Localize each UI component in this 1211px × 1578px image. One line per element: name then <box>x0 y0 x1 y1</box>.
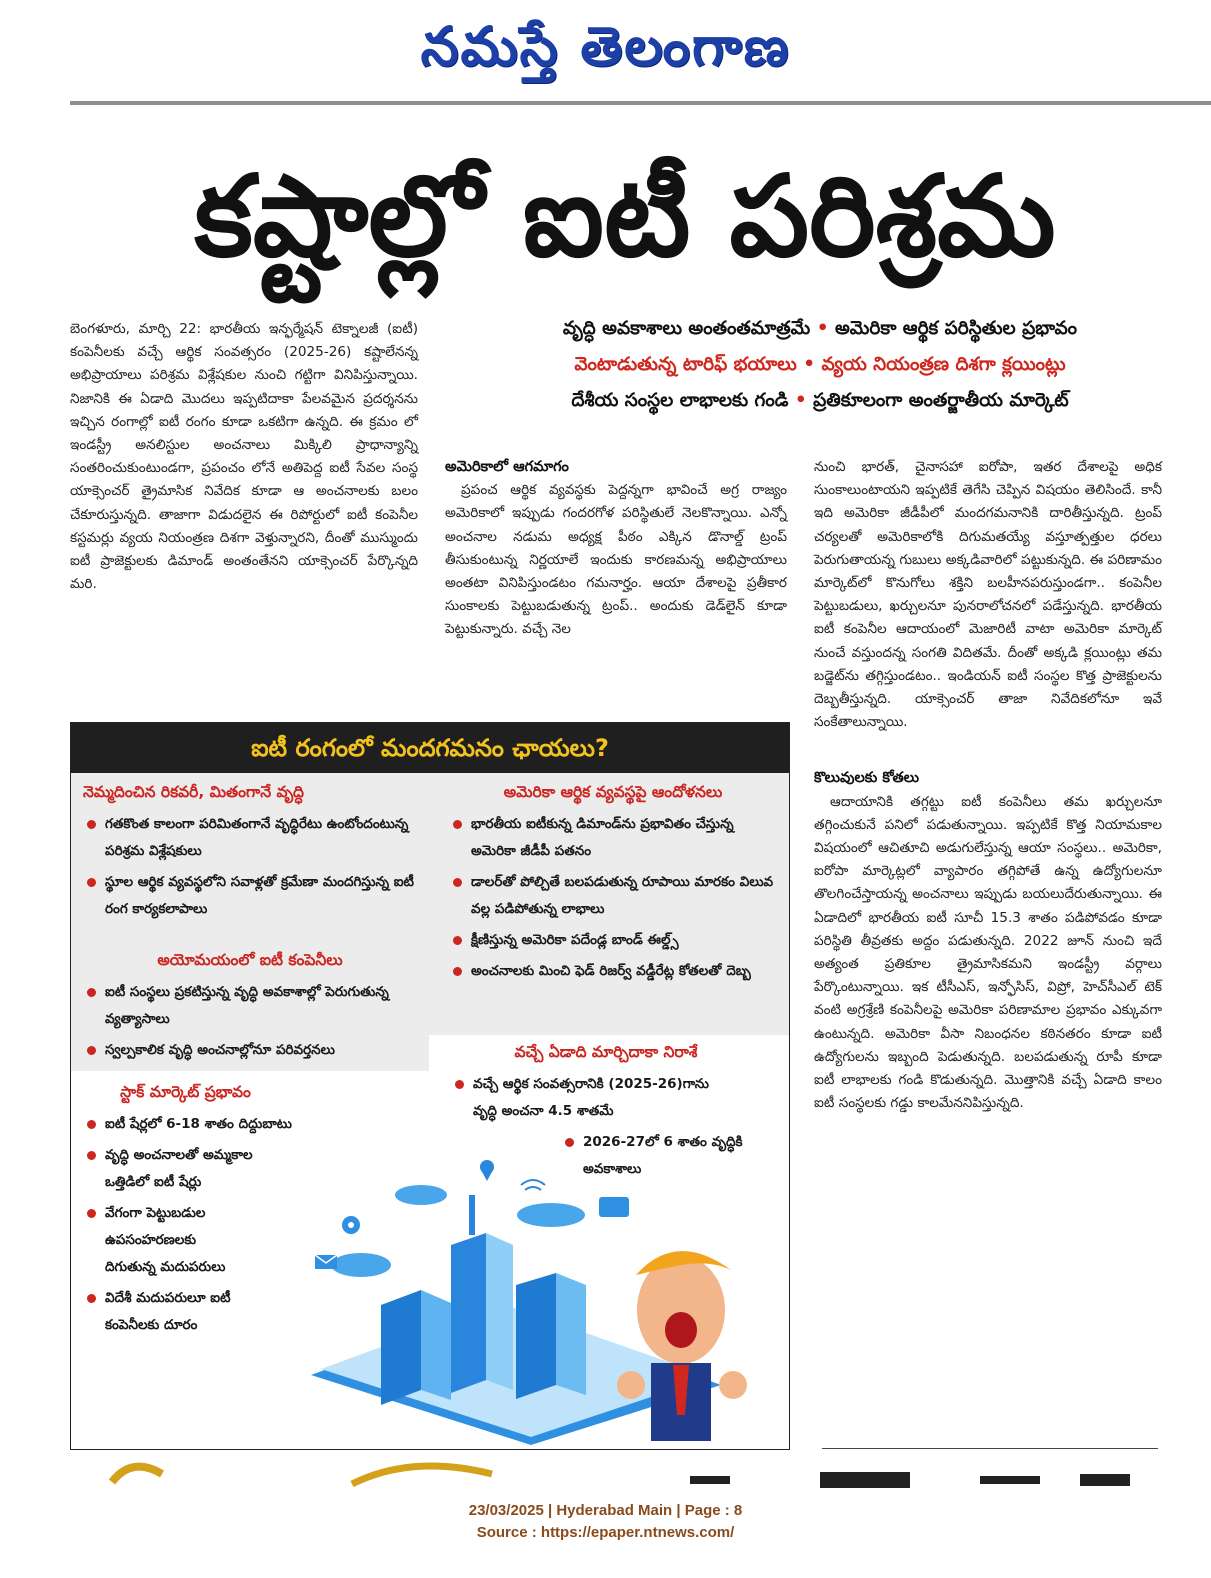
footer-source-link[interactable]: Source : https://epaper.ntnews.com/ <box>476 1524 735 1541</box>
bullet-item: గతకొంత కాలంగా పరిమితంగానే వృద్ధిరేటు ఉంటోందంటున్న పరిశ్రమ విశ్లేషకులు <box>83 811 417 865</box>
col3-paragraph-1: నుంచి భారత్, చైనాసహా ఐరోపా, ఇతర దేశాలపై అధిక సుంకాలుంటాయని ఇప్పటికే తెగేసి చెప్పిన విషయం తెలిసిందే. కానీ ఇది అమెరికా జీడీపీలో మందగమనానికి దారితీస్తున్నది. ట్రంప్ చర్యలతో అమెరికాలోకి దిగుమతయ్యే వస్తూత్పత్తుల ధరలు పెరుగుతాయన్న గుబులు అక్కడివారిలో పట్టుకున్నది. ఈ పరిణామం మార్కెట్‌లో కొనుగోలు శక్తిని బలహీనపరుస్తుండగా.. కంపెనీల పెట్టుబడులు, ఖర్చులనూ పునరాలోచనలో పడేస్తున్నది. భారతీయ ఐటీ కంపెనీల ఆదాయంలో మెజారిటీ వాటా అమెరికా మార్కెట్ నుంచే వస్తుందన్న సంగతి విదితమే. దీంతో అక్కడి క్లయింట్లు తమ బడ్జెట్‌ను తగ్గిస్తుండటం.. ఇండియన్ ఐటీ సంస్థల కొత్త ప్రాజెక్టులను దెబ్బతీస్తున్నది. యాక్సెంచర్ తాజా నివేదికలోనూ ఇవే సంకేతాలున్నాయి. <box>814 459 1162 731</box>
gear-icon <box>342 1216 360 1234</box>
city-phone-illustration <box>301 1155 761 1445</box>
column-end-rule <box>822 1448 1158 1449</box>
bullet-separator: • <box>803 354 816 375</box>
infographic-box <box>70 722 790 1450</box>
section-heading: కొలువులకు కోతలు <box>814 770 920 787</box>
bullet-item: 2026-27లో 6 శాతం వృద్ధికి అవకాశాలు <box>561 1129 773 1183</box>
col3-paragraph-2: ఆదాయానికి తగ్గట్టు ఐటీ కంపెనీలు తమ ఖర్చులనూ తగ్గించుకునే పనిలో పడుతున్నాయి. ఇప్పటికే కొత్త నియామకాల విషయంలో ఆచితూచి అడుగులేస్తున్న ఆయా సంస్థలు.. అమెరికా, ఐరోపా మార్కెట్లలో వ్యాపారం తగ్గిపోతే ఉన్న ఉద్యోగులనూ తొలగించేస్తాయన్న అంచనాలు ఇప్పుడు బయలుదేరుతున్నాయి. ఈ ఏడాదిలో భారతీయ ఐటీ సూచీ 15.3 శాతం పడిపోవడం కూడా పరిస్థితి తీవ్రతకు అద్దం పడుతున్నది. 2022 జూన్ నుంచి ఇదే అత్యంత ప్రతికూల త్రైమాసికమని ఇండస్ట్రీ వర్గాలు పేర్కొంటున్నాయి. ఇక టీసీఎస్, ఇన్ఫోసిస్, విప్రో, హెచ్‌సీఎల్ టెక్ వంటి అగ్రశ్రేణి కంపెనీలపై అమెరికా పరిణామాల ప్రభావం ఎక్కువగా ఉంటున్నది. అమెరికా వీసా నిబంధనల కఠినతరం కూడా ఐటీ ఉద్యోగులను ఇబ్బంది పెడుతున్నది. బలపడుతున్న రూపీ కూడా ఐటీ లాభాలకు గండి కొడుతున్నది. మొత్తానికి వచ్చే ఏడాది కాలం ఐటీ సంస్థలకు గడ్డు కాలమేననిపిస్తున్నది. <box>814 793 1162 1112</box>
subheadline-item: వ్యయ నియంత్రణ దిశగా క్లయింట్లు <box>821 354 1066 375</box>
bullet-separator: • <box>794 390 807 411</box>
subheadline-item: వెంటాడుతున్న టారిఫ్ భయాలు <box>574 354 797 375</box>
panel-heading: నెమ్మదించిన రికవరీ, మితంగానే వృద్ధి <box>83 783 304 801</box>
article-column-3 <box>814 456 1162 1115</box>
bullet-item: స్థూల ఆర్థిక వ్యవస్థలోని సవాళ్లతో క్రమేణా మందగిస్తున్న ఐటీ రంగ కార్యకలాపాలు <box>83 869 417 923</box>
bullet-item: స్వల్పకాలిక వృద్ధి అంచనాల్లోనూ పరివర్తనలు <box>83 1037 417 1064</box>
panel-heading: వచ్చే ఏడాది మార్చిదాకా నిరాశే <box>514 1043 698 1061</box>
bullet-item: వేగంగా పెట్టుబడుల ఉపసంహరణలకు దిగుతున్న మదుపరులు <box>83 1200 235 1281</box>
subheadline-item: దేశీయ సంస్థల లాభాలకు గండి <box>571 390 789 411</box>
bullet-item: అంచనాలకు మించి ఫెడ్ రిజర్వ్ వడ్డీరేట్ల కోతలతో దెబ్బ <box>449 958 777 985</box>
subheadline-item: అమెరికా ఆర్థిక పరిస్థితుల ప్రభావం <box>834 318 1078 339</box>
panel-stock-market <box>71 1079 296 1439</box>
location-pin-icon <box>480 1160 494 1181</box>
advert-strip-graphic <box>92 1454 612 1488</box>
section-gap <box>814 734 1162 767</box>
panel-heading: అమెరికా ఆర్థిక వ్యవస్థపై ఆందోళనలు <box>503 783 723 801</box>
subheadline-row-2 <box>440 347 1200 383</box>
subheadline-item: వృద్ధి అవకాశాలు అంతంతమాత్రమే <box>562 318 811 339</box>
bullet-item: క్షీణిస్తున్న అమెరికా పదేండ్ల బాండ్ ఈల్డ్స్ <box>449 927 777 954</box>
masthead-logo: నమస్తే తెలంగాణ <box>420 14 791 78</box>
subheadline-strip <box>440 311 1200 419</box>
panel-heading: అయోమయంలో ఐటీ కంపెనీలు <box>157 951 343 969</box>
mail-icon <box>315 1255 337 1269</box>
panel-slow-recovery <box>71 773 429 941</box>
page-footer <box>0 1500 1211 1544</box>
panel-heading: స్టాక్ మార్కెట్ ప్రభావం <box>120 1083 251 1101</box>
masthead-rule <box>70 101 1211 105</box>
bullet-item: ఐటీ షేర్లలో 6-18 శాతం దిద్దుబాటు <box>83 1111 405 1138</box>
infographic-title: ఐటీ రంగంలో మందగమనం ఛాయలు? <box>71 723 789 773</box>
page-headline: కష్టాల్లో ఐటీ పరిశ్రమ <box>194 152 1056 282</box>
col2-paragraph: ప్రపంచ ఆర్థిక వ్యవస్థకు పెద్దన్నగా భావించే అగ్ర రాజ్యం అమెరికాలో ఇప్పుడు గందరగోళ పరిస్థితులే నెలకొన్నాయి. ఎన్నో అంచనాల నడుమ అధ్యక్ష పీఠం ఎక్కిన డొనాల్డ్ ట్రంప్ తీసుకుంటున్న నిర్ణయాలే ఇందుకు కారణమన్న అభిప్రాయాలు అంతటా వినిపిస్తుండటం గమనార్హం. ఆయా దేశాలపై ప్రతీకార సుంకాలకు పెట్టుబడుతున్న ట్రంప్.. అందుకు డెడ్‌లైన్ కూడా పెట్టుకున్నారు. వచ్చే నెల <box>445 482 787 638</box>
trump-caricature <box>617 1251 747 1441</box>
panel-us-economy <box>429 773 789 1035</box>
bullet-item: భారతీయ ఐటీకున్న డిమాండ్‌ను ప్రభావితం చేస్తున్న అమెరికా జీడీపీ పతనం <box>449 811 777 865</box>
section-heading: అమెరికాలో ఆగమాగం <box>445 459 569 475</box>
bullet-item: వృద్ధి అంచనాలతో అమ్మకాల ఒత్తిడిలో ఐటీ షేర్లు <box>83 1142 288 1196</box>
subheadline-row-1 <box>440 311 1200 347</box>
wifi-icon <box>521 1180 545 1190</box>
article-column-2 <box>445 456 787 642</box>
chat-bubble-icon <box>599 1197 629 1217</box>
panel-confusion <box>71 941 429 1071</box>
bullet-separator: • <box>816 318 829 339</box>
article-column-1 <box>70 318 418 596</box>
col1-paragraph: బెంగళూరు, మార్చి 22: భారతీయ ఇన్ఫర్మేషన్ టెక్నాలజీ (ఐటీ) కంపెనీలకు వచ్చే ఆర్థిక సంవత్సరం (2025-26) కష్టాలేనన్న అభిప్రాయాలు పరిశ్రమ విశ్లేషకుల నుంచి గట్టిగా వినిపిస్తున్నాయి. నిజానికి ఈ ఏడాది మొదలు ఇప్పటిదాకా పేలవమైన ప్రదర్శనను ఇచ్చిన రంగాల్లో ఐటీ రంగం కూడా ఒకటిగా ఉన్నది. ఈ క్రమం లో ఇండస్ట్రీ అనలిస్టుల అంచనాలు మిక్కిలి ప్రాధాన్యాన్ని సంతరించుకుంటుండగా, ప్రపంచం లోనే అతిపెద్ద ఐటీ సేవల సంస్థ యాక్సెంచర్ త్రైమాసిక నివేదిక కూడా ఆ అంచనాలకు బలం చేకూరుస్తున్నది. తాజాగా విడుదలైన ఈ రిపోర్టులో ఐటీ కంపెనీల కస్టమర్లు వ్యయ నియంత్రణ దిశగా వెళ్తున్నారని, దీంతో ముస్ముందు ఐటీ ప్రాజెక్టులకు డిమాండ్ అంతంతేనని యాక్సెంచర్ పేర్కొన్నది మరి. <box>70 321 418 593</box>
subheadline-row-3 <box>440 383 1200 419</box>
next-article-fragment <box>680 1470 1150 1490</box>
bullet-item: వచ్చే ఆర్థిక సంవత్సరానికి (2025-26)గాను వృద్ధి అంచనా 4.5 శాతమే <box>451 1071 723 1125</box>
footer-date-edition: 23/03/2025 | Hyderabad Main | Page : 8 <box>468 1502 743 1519</box>
subheadline-item: ప్రతికూలంగా అంతర్జాతీయ మార్కెట్ <box>813 390 1069 411</box>
bullet-item: ఐటీ సంస్థలు ప్రకటిస్తున్న వృద్ధి అవకాశాల్లో పెరుగుతున్న వ్యత్యాసాలు <box>83 979 417 1033</box>
bullet-item: విదేశీ మదుపరులూ ఐటీ కంపెనీలకు దూరం <box>83 1285 235 1339</box>
bullet-item: డాలర్‌తో పోల్చితే బలపడుతున్న రూపాయి మారకం విలువ వల్ల పడిపోతున్న లాభాలు <box>449 869 777 923</box>
